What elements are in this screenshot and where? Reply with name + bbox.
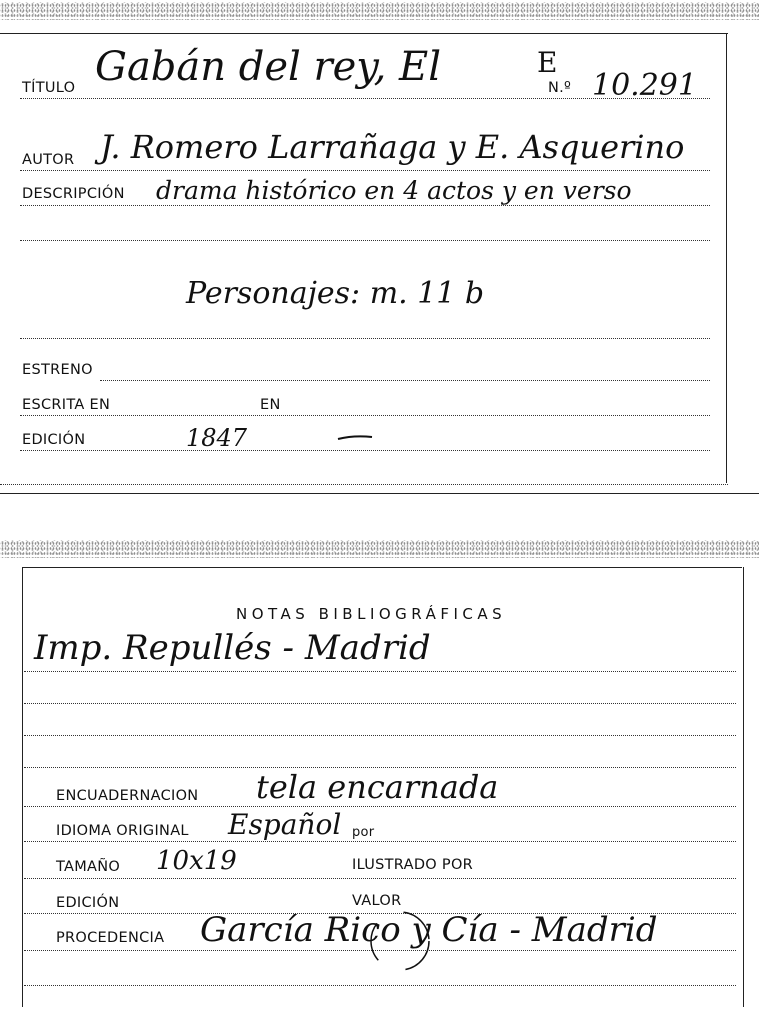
card-top-speckled-edge bbox=[0, 2, 759, 20]
escrita-label: ESCRITA EN bbox=[22, 397, 111, 413]
descripcion-line bbox=[20, 205, 710, 206]
autor-label: AUTOR bbox=[22, 152, 75, 168]
numero-label: N.º bbox=[548, 80, 572, 96]
valor-label: VALOR bbox=[352, 893, 402, 909]
titulo-label: TÍTULO bbox=[22, 80, 76, 96]
ilustrado-label: ILUSTRADO POR bbox=[352, 857, 474, 873]
procedencia-value: García Rico y Cía - Madrid bbox=[200, 910, 658, 950]
notas-value: Imp. Repullés - Madrid bbox=[34, 628, 431, 668]
autor-value: J. Romero Larrañaga y E. Asquerino bbox=[100, 128, 685, 166]
personajes-value: Personajes: m. 11 b bbox=[186, 276, 485, 311]
tamano-value: 10x19 bbox=[156, 846, 237, 876]
numero-prefix: E bbox=[537, 46, 558, 79]
notas-line-2 bbox=[24, 703, 736, 704]
escrita-line bbox=[20, 415, 710, 416]
descripcion-label: DESCRIPCIÓN bbox=[22, 186, 125, 202]
encuadernacion-value: tela encarnada bbox=[256, 768, 499, 806]
ink-dash-mark bbox=[336, 430, 376, 444]
personajes-line bbox=[20, 338, 710, 339]
descripcion-value: drama histórico en 4 actos y en verso bbox=[156, 176, 632, 205]
notas-line-1 bbox=[24, 671, 736, 672]
card-separator bbox=[0, 493, 759, 494]
edicion-line bbox=[20, 450, 710, 451]
card-bottom-line-last bbox=[24, 985, 736, 986]
estreno-line bbox=[100, 380, 710, 381]
punch-hole-mark bbox=[368, 908, 432, 978]
card-top-bottom-line bbox=[0, 484, 728, 485]
numero-value: 10.291 bbox=[592, 68, 697, 103]
encuadernacion-line bbox=[24, 806, 736, 807]
titulo-value: Gabán del rey, El bbox=[95, 44, 442, 90]
en-label: EN bbox=[260, 397, 281, 413]
card-bottom-speckled-edge bbox=[0, 540, 759, 558]
notas-heading: NOTAS BIBLIOGRÁFICAS bbox=[236, 605, 507, 623]
tamano-label: TAMAÑO bbox=[56, 859, 121, 875]
descripcion-line-2 bbox=[20, 240, 710, 241]
notas-line-3 bbox=[24, 735, 736, 736]
autor-line bbox=[20, 170, 710, 171]
procedencia-label: PROCEDENCIA bbox=[56, 930, 165, 946]
edicion-label: EDICIÓN bbox=[22, 432, 86, 448]
idioma-line bbox=[24, 841, 736, 842]
edicion-value: 1847 bbox=[186, 424, 248, 452]
por-label: por bbox=[352, 825, 375, 840]
estreno-label: ESTRENO bbox=[22, 362, 93, 378]
idioma-label: IDIOMA ORIGINAL bbox=[56, 823, 189, 839]
encuadernacion-label: ENCUADERNACION bbox=[56, 788, 199, 804]
edicion-bottom-label: EDICIÓN bbox=[56, 895, 120, 911]
tamano-line bbox=[24, 878, 736, 879]
idioma-value: Español bbox=[228, 808, 342, 841]
